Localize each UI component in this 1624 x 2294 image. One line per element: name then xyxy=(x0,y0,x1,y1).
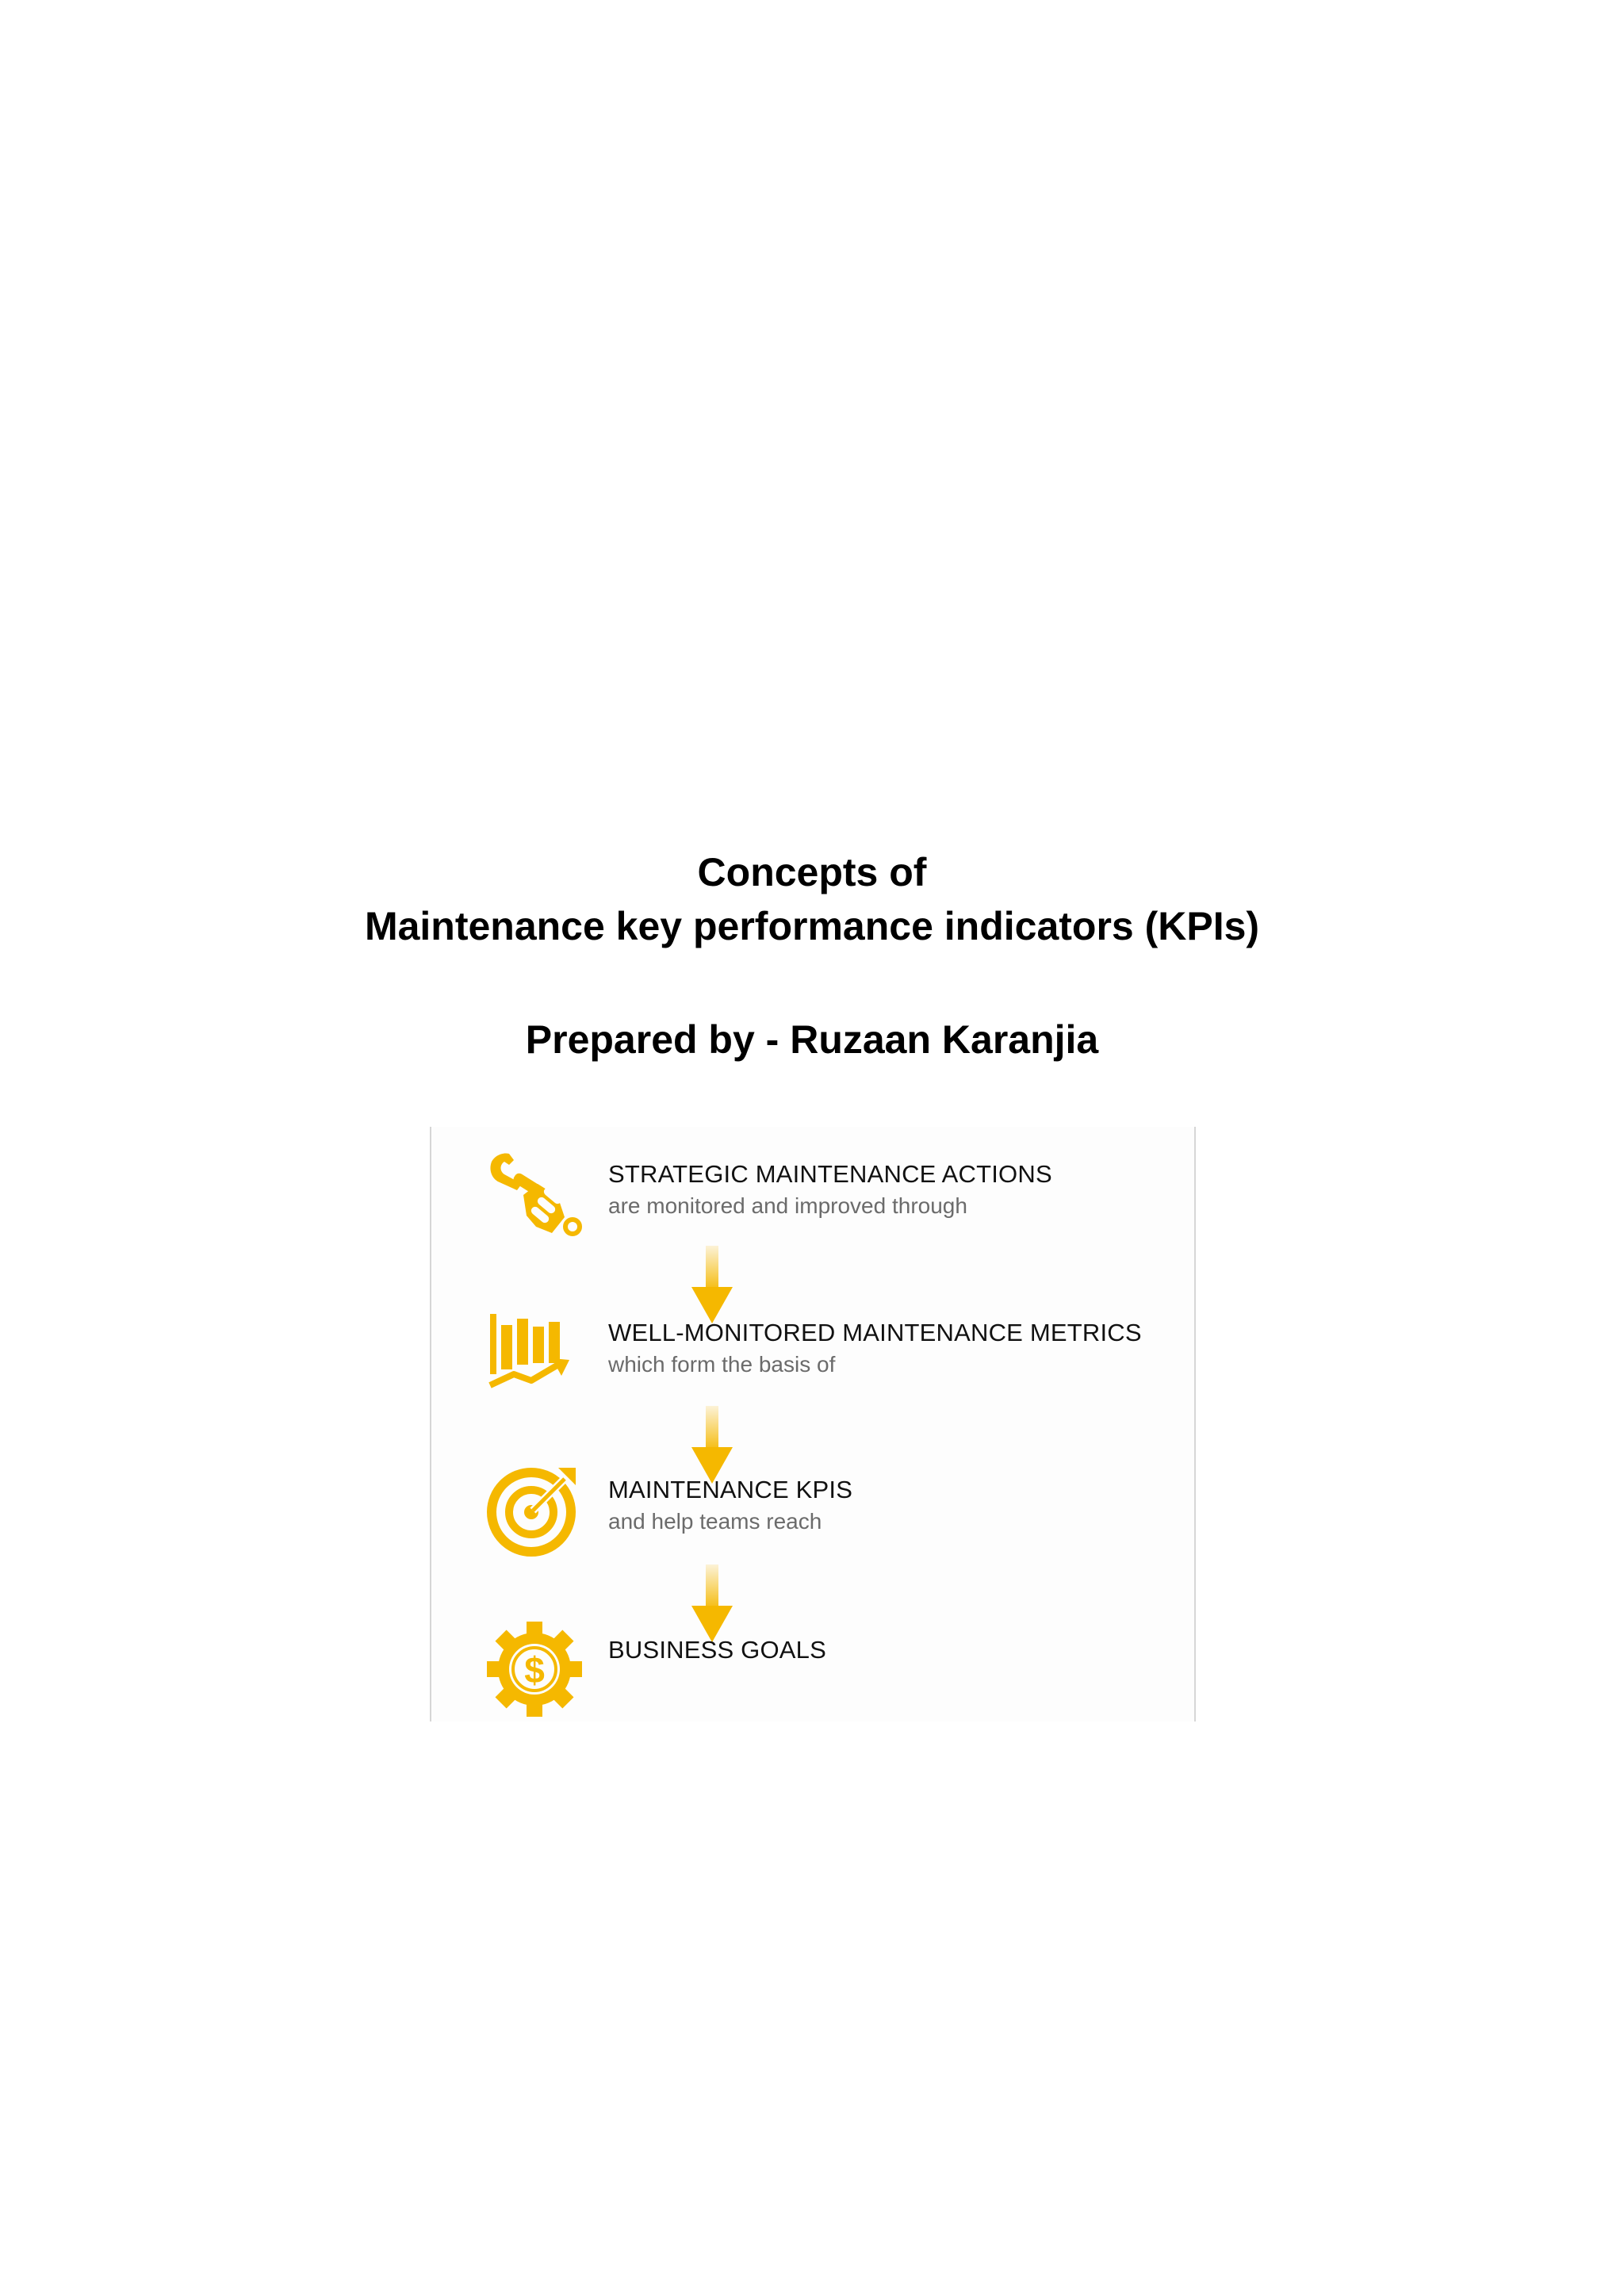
title-line-1: Concepts of xyxy=(697,850,927,894)
target-icon xyxy=(485,1460,584,1558)
step-heading: STRATEGIC MAINTENANCE ACTIONS xyxy=(608,1160,1052,1188)
step-subtext: are monitored and improved through xyxy=(608,1193,967,1218)
document-title xyxy=(0,845,1624,953)
title-line-2: Maintenance key performance indicators (KPIs) xyxy=(364,904,1260,948)
step-heading: WELL-MONITORED MAINTENANCE METRICS xyxy=(608,1319,1142,1346)
author-line: Prepared by - Ruzaan Karanjia xyxy=(525,1017,1099,1062)
step-subtext: which form the basis of xyxy=(608,1352,836,1377)
kpi-flow-diagram xyxy=(430,1127,1196,1721)
bar-chart-trend-icon xyxy=(485,1303,584,1401)
dollar-gear-icon xyxy=(485,1620,584,1718)
wrench-hand-icon xyxy=(485,1144,584,1243)
step-strategic-actions xyxy=(485,1144,1183,1247)
step-heading: BUSINESS GOALS xyxy=(608,1636,827,1664)
step-metrics xyxy=(485,1303,1183,1406)
step-subtext: and help teams reach xyxy=(608,1509,822,1534)
step-business-goals xyxy=(485,1620,1183,1723)
svg-text:$: $ xyxy=(524,1649,545,1691)
step-heading: MAINTENANCE KPIS xyxy=(608,1476,853,1503)
step-kpis xyxy=(485,1460,1183,1563)
